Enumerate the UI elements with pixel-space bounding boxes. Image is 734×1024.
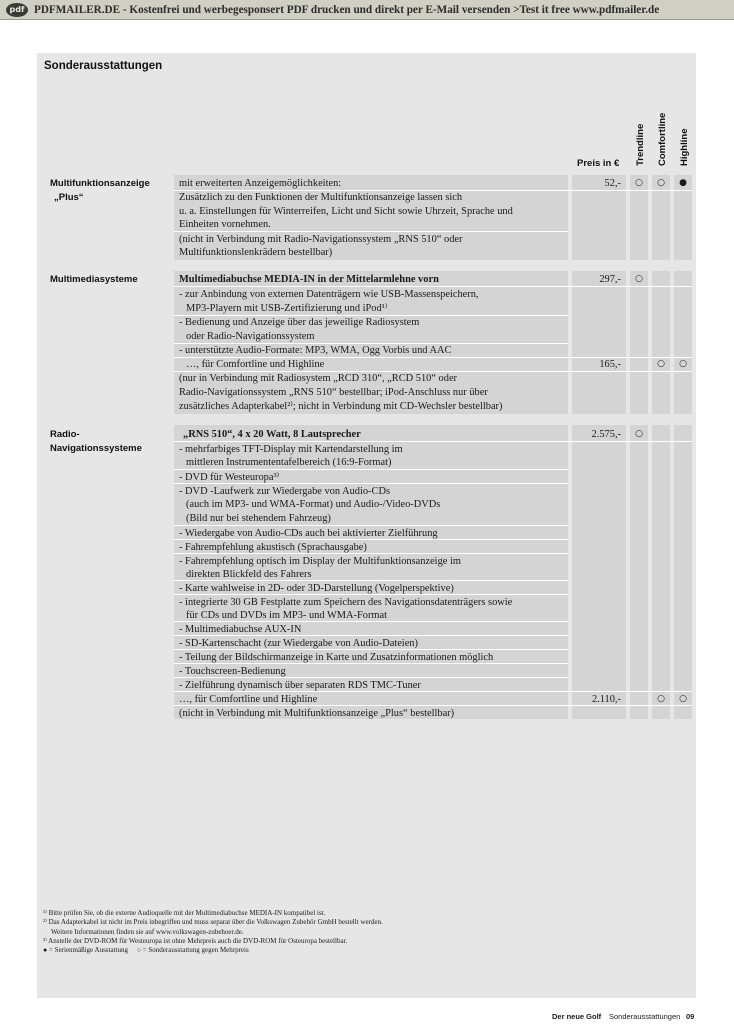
- description-line: - mehrfarbiges TFT-Display mit Kartendarstellung im: [179, 444, 403, 455]
- description-line: Multimediabuchse MEDIA-IN in der Mittelarmlehne vorn: [179, 274, 439, 285]
- description-line: …, für Comfortline und Highline: [186, 359, 325, 370]
- footnotes: [43, 909, 683, 955]
- row-divider: [174, 286, 692, 287]
- price-cell: [572, 425, 626, 719]
- description-line: - unterstützte Audio-Formate: MP3, WMA, Ogg Vorbis und AAC: [179, 345, 452, 356]
- section-label-multimediasysteme: Multimediasysteme: [50, 274, 138, 285]
- pdfmailer-logo-icon: pdf: [6, 3, 28, 17]
- description-line: (auch im MP3- und WMA-Format) und Audio-/Video-DVDs: [186, 499, 441, 510]
- highline-cell: [674, 271, 692, 414]
- description-line: oder Radio-Navigationssystem: [186, 331, 315, 342]
- description-line: …, für Comfortline und Highline: [179, 694, 318, 705]
- description-line: zusätzliches Adapterkabel²⁾; nicht in Verbindung mit CD-Wechsler bestellbar): [179, 401, 503, 412]
- description-line: mittleren Instrumententafelbereich (16:9-Format): [186, 457, 392, 468]
- option-mark-highline: ○: [679, 359, 687, 369]
- comfortline-cell: [652, 271, 670, 414]
- row-divider: [174, 525, 568, 526]
- description-line: (nicht in Verbindung mit Radio-Navigationssystem „RNS 510“ oder: [179, 234, 463, 245]
- row-divider: [174, 231, 568, 232]
- trendline-cell: [630, 425, 648, 719]
- description-line: Einheiten vornehmen.: [179, 219, 271, 230]
- price-header: Preis in €: [577, 158, 620, 169]
- footnote: ²⁾ Das Adapterkabel ist nicht im Preis inbegriffen und muss separat über die Volkswagen Zubehör GmbH bestellt werden.: [43, 918, 383, 927]
- price-value: 165,-: [599, 359, 621, 370]
- description-line: direkten Blickfeld des Fahrers: [186, 569, 312, 580]
- footnote: ¹⁾ Bitte prüfen Sie, ob die externe Audioquelle mit der Multimediabuchse MEDIA-IN kompatibel ist.: [43, 909, 326, 917]
- section-label-radio-navigationssysteme: Radio- Navigationssysteme: [50, 429, 142, 454]
- description-line: - integrierte 30 GB Festplatte zum Speichern des Navigationsdatenträgers sowie: [179, 597, 513, 608]
- description-line: Radio-Navigationssystem „RNS 510“ bestellbar; iPod-Anschluss nur über: [179, 387, 488, 398]
- description-line: Zusätzlich zu den Funktionen der Multifunktionsanzeige lassen sich: [179, 192, 463, 203]
- option-mark-highline: ●: [679, 178, 687, 188]
- footer-section: Sonderausstattungen: [609, 1012, 681, 1021]
- description-line: mit erweiterten Anzeigemöglichkeiten:: [179, 178, 342, 189]
- pdfmailer-banner[interactable]: [0, 0, 734, 20]
- section-label-multifunktionsanzeige: Multifunktionsanzeige „Plus“: [50, 178, 150, 203]
- description-line: - Wiedergabe von Audio-CDs auch bei aktivierter Zielführung: [179, 528, 438, 539]
- description-line: Multifunktionslenkrädern bestellbar): [179, 247, 333, 258]
- description-line: - Multimediabuchse AUX-IN: [179, 624, 302, 635]
- description-line: - Touchscreen-Bedienung: [179, 666, 286, 677]
- price-value: 52,-: [604, 178, 621, 189]
- description-line: - Fahrempfehlung akustisch (Sprachausgabe): [179, 542, 367, 553]
- row-divider: [174, 441, 692, 442]
- legend-note: ● = Serienmäßige Ausstattung ○ = Sonderausstattung gegen Mehrpreis: [43, 946, 249, 955]
- price-value: 2.575,-: [591, 429, 621, 440]
- description-line: - Teilung der Bildschirmanzeige in Karte und Zusatzinformationen möglich: [179, 652, 494, 663]
- highline-cell: [674, 425, 692, 719]
- option-mark-comfortline: ○: [657, 178, 665, 188]
- price-value: 2.110,-: [591, 694, 621, 705]
- description-line: (Bild nur bei stehendem Fahrzeug): [186, 513, 331, 524]
- option-mark-trendline: ○: [635, 178, 643, 188]
- description-line: - Fahrempfehlung optisch im Display der Multifunktionsanzeige im: [179, 556, 461, 567]
- trendline-cell: [630, 271, 648, 414]
- option-mark-comfortline: ○: [657, 694, 665, 704]
- option-mark-trendline: ○: [635, 274, 643, 284]
- price-cell: [572, 271, 626, 414]
- description-line: für CDs und DVDs im MP3- und WMA-Format: [186, 610, 387, 621]
- option-mark-trendline: ○: [635, 429, 643, 439]
- description-line: - DVD -Laufwerk zur Wiedergabe von Audio-CDs: [179, 486, 390, 497]
- description-line: u. a. Einstellungen für Winterreifen, Licht und Sicht sowie Uhrzeit, Sprache und: [179, 206, 513, 217]
- footer-brand: Der neue Golf: [552, 1012, 602, 1021]
- description-line: (nur in Verbindung mit Radiosystem „RCD 310“, „RCD 510“ oder: [179, 373, 458, 384]
- description-line: „RNS 510“, 4 x 20 Watt, 8 Lautsprecher: [183, 429, 361, 440]
- description-line: (nicht in Verbindung mit Multifunktionsanzeige „Plus“ bestellbar): [179, 708, 455, 719]
- description-line: - Zielführung dynamisch über separaten RDS TMC-Tuner: [179, 680, 421, 691]
- description-line: - Bedienung und Anzeige über das jeweilige Radiosystem: [179, 317, 420, 328]
- description-line: - zur Anbindung von externen Datenträgern wie USB-Massenspeichern,: [179, 289, 479, 300]
- option-mark-comfortline: ○: [657, 359, 665, 369]
- row-divider: [174, 469, 568, 470]
- description-line: MP3-Playern mit USB-Zertifizierung und iPod¹⁾: [186, 303, 388, 314]
- page-title: Sonderausstattungen: [44, 60, 163, 72]
- description-line: - Karte wahlweise in 2D- oder 3D-Darstellung (Vogelperspektive): [179, 583, 454, 594]
- option-mark-highline: ○: [679, 694, 687, 704]
- price-value: 297,-: [599, 274, 621, 285]
- description-line: - SD-Kartenschacht (zur Wiedergabe von Audio-Dateien): [179, 638, 418, 649]
- footnote: Weitere Informationen finden sie auf www.volkswagen-zubehoer.de.: [51, 927, 244, 936]
- comfortline-cell: [652, 425, 670, 719]
- page-number: 09: [686, 1012, 695, 1021]
- footnote: ³⁾ Anstelle der DVD-ROM für Westeuropa ist ohne Mehrpreis auch die DVD-ROM für Osteuropa bestellbar.: [43, 936, 348, 945]
- banner-text[interactable]: PDFMAILER.DE - Kostenfrei und werbegesponsert PDF drucken und direkt per E-Mail versenden >Test it free www.pdfmailer.de: [34, 3, 660, 16]
- description-line: - DVD für Westeuropa³⁾: [179, 472, 280, 483]
